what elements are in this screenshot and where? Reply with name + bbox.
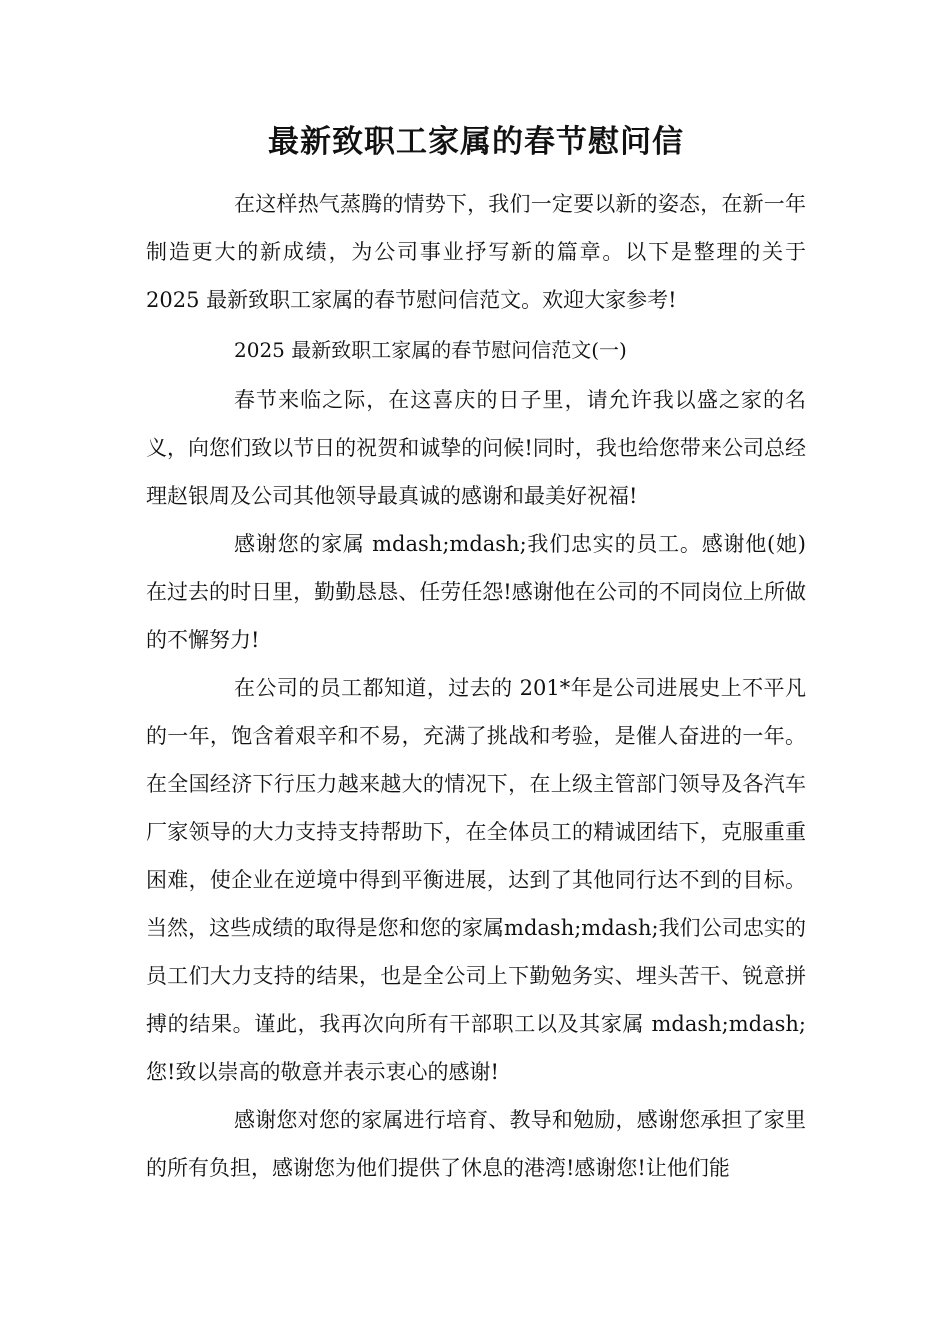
- body-paragraph-3: 在公司的员工都知道，过去的 201*年是公司进展史上不平凡的一年，饱含着艰辛和不易，充满了挑战和考验，是催人奋进的一年。在全国经济下行压力越来越大的情况下，在上级主管部门领导及各汽车厂家领导的大力支持支持帮助下，在全体员工的精诚团结下，克服重重困难，使企业在逆境中得到平衡进展，达到了其他同行达不到的目标。当然，这些成绩的取得是您和您的家属mdash;mdash;我们公司忠实的员工们大力支持的结果，也是全公司上下勤勉务实、埋头苦干、锐意拼搏的结果。谨此，我再次向所有干部职工以及其家属 mdash;mdash;您!致以崇高的敬意并表示衷心的感谢!: [146, 676, 806, 1084]
- body-paragraph-4: 感谢您对您的家属进行培育、教导和勉励，感谢您承担了家里的所有负担，感谢您为他们提供了休息的港湾!感谢您!让他们能: [146, 1108, 806, 1180]
- section-subtitle: 2025 最新致职工家属的春节慰问信范文(一): [234, 338, 627, 362]
- document-title: 最新致职工家属的春节慰问信: [268, 124, 684, 160]
- document-body: [146, 180, 806, 1192]
- body-paragraph-1: 春节来临之际，在这喜庆的日子里，请允许我以盛之家的名义，向您们致以节日的祝贺和诚挚的问候!同时，我也给您带来公司总经理赵银周及公司其他领导最真诚的感谢和最美好祝福!: [146, 388, 806, 508]
- body-paragraph-2: 感谢您的家属 mdash;mdash;我们忠实的员工。感谢他(她)在过去的时日里，勤勤恳恳、任劳任怨!感谢他在公司的不同岗位上所做的不懈努力!: [146, 532, 806, 652]
- intro-paragraph: 在这样热气蒸腾的情势下，我们一定要以新的姿态，在新一年制造更大的新成绩，为公司事业抒写新的篇章。以下是整理的关于 2025 最新致职工家属的春节慰问信范文。欢迎大家参考!: [146, 192, 806, 312]
